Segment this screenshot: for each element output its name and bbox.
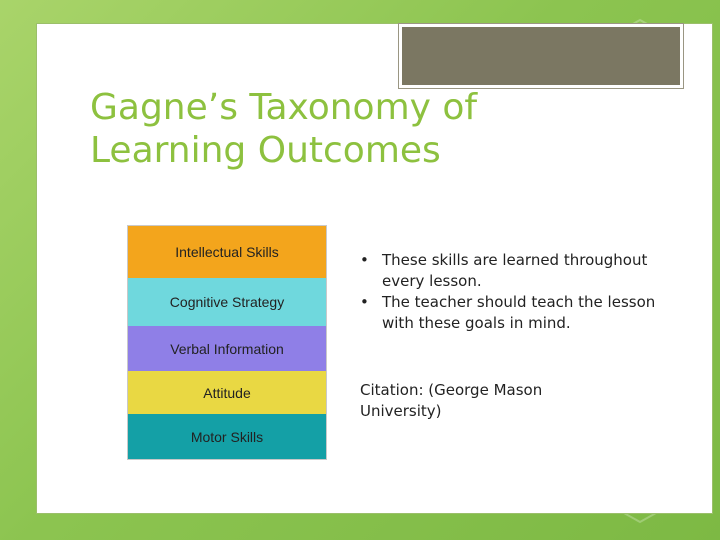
bullet-dot-icon: • (360, 293, 369, 311)
slide-title: Gagne’s Taxonomy of Learning Outcomes (90, 87, 478, 171)
decorative-tab (399, 24, 683, 88)
bullet-item (360, 250, 660, 292)
bullet-list (360, 250, 660, 334)
layer-attitude: Attitude (128, 371, 326, 414)
bullet-text: These skills are learned throughout every lesson. (382, 251, 648, 290)
bullet-text: The teacher should teach the lesson with these goals in mind. (382, 293, 656, 332)
layer-verbal-information: Verbal Information (128, 326, 326, 371)
citation-text: Citation: (George Mason University) (360, 381, 543, 420)
layer-motor-skills: Motor Skills (128, 414, 326, 459)
bullet-dot-icon: • (360, 251, 369, 269)
layer-cognitive-strategy: Cognitive Strategy (128, 278, 326, 326)
bullet-item (360, 292, 660, 334)
taxonomy-stack (127, 225, 327, 460)
layer-intellectual-skills: Intellectual Skills (128, 226, 326, 278)
